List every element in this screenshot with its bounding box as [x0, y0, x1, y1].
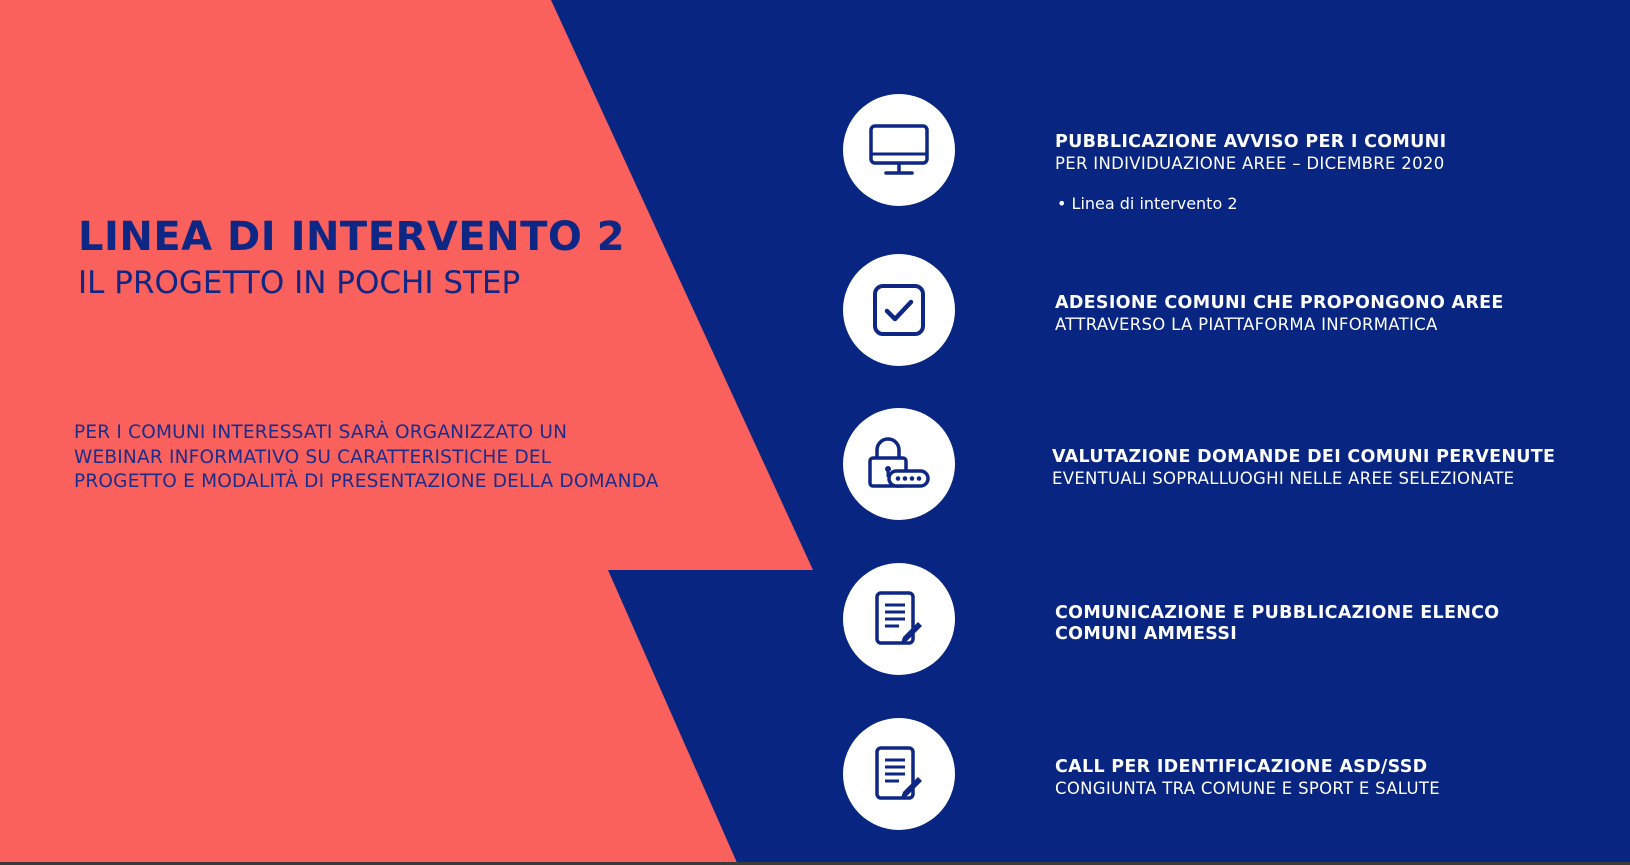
page-title: LINEA DI INTERVENTO 2 [78, 214, 626, 260]
step-2-heading: ADESIONE COMUNI CHE PROPONGONO AREE [1055, 293, 1504, 313]
step-3-subheading: EVENTUALI SOPRALLUOGHI NELLE AREE SELEZIONATE [1052, 469, 1515, 488]
step-1-heading: PUBBLICAZIONE AVVISO PER I COMUNI [1055, 132, 1447, 152]
step-3-circle [843, 408, 955, 520]
step-4-circle [843, 563, 955, 675]
checkbox-icon [872, 283, 926, 337]
lock-password-icon [867, 436, 931, 492]
step-5-heading: CALL PER IDENTIFICAZIONE ASD/SSD [1055, 757, 1428, 777]
step-3-heading: VALUTAZIONE DOMANDE DEI COMUNI PERVENUTE [1052, 447, 1556, 467]
step-4-heading-line-1: COMUNICAZIONE E PUBBLICAZIONE ELENCO [1055, 603, 1500, 623]
step-1-text [1055, 132, 1446, 214]
step-4-heading-line-2: COMUNI AMMESSI [1055, 624, 1238, 644]
page-subtitle: IL PROGETTO IN POCHI STEP [78, 265, 521, 301]
monitor-icon [869, 124, 929, 176]
description-line: PROGETTO E MODALITÀ DI PRESENTAZIONE DELLA DOMANDA [74, 471, 659, 492]
description-line: PER I COMUNI INTERESSATI SARÀ ORGANIZZATO UN [74, 422, 568, 443]
step-1-subheading: PER INDIVIDUAZIONE AREE – DICEMBRE 2020 [1055, 154, 1445, 173]
step-4-text [1055, 603, 1499, 645]
step-2-text [1055, 293, 1504, 335]
step-1-circle [843, 94, 955, 206]
step-2-subheading: ATTRAVERSO LA PIATTAFORMA INFORMATICA [1055, 315, 1438, 334]
step-5-subheading: CONGIUNTA TRA COMUNE E SPORT E SALUTE [1055, 779, 1440, 798]
document-pen-icon [873, 745, 925, 803]
step-5-text [1055, 757, 1440, 799]
step-5-circle [843, 718, 955, 830]
description-text [74, 421, 659, 495]
description-line: WEBINAR INFORMATIVO SU CARATTERISTICHE DEL [74, 446, 552, 468]
step-1-bullet: • Linea di intervento 2 [1057, 194, 1238, 213]
document-pen-icon [873, 590, 925, 648]
step-2-circle [843, 254, 955, 366]
step-3-text [1052, 447, 1555, 489]
